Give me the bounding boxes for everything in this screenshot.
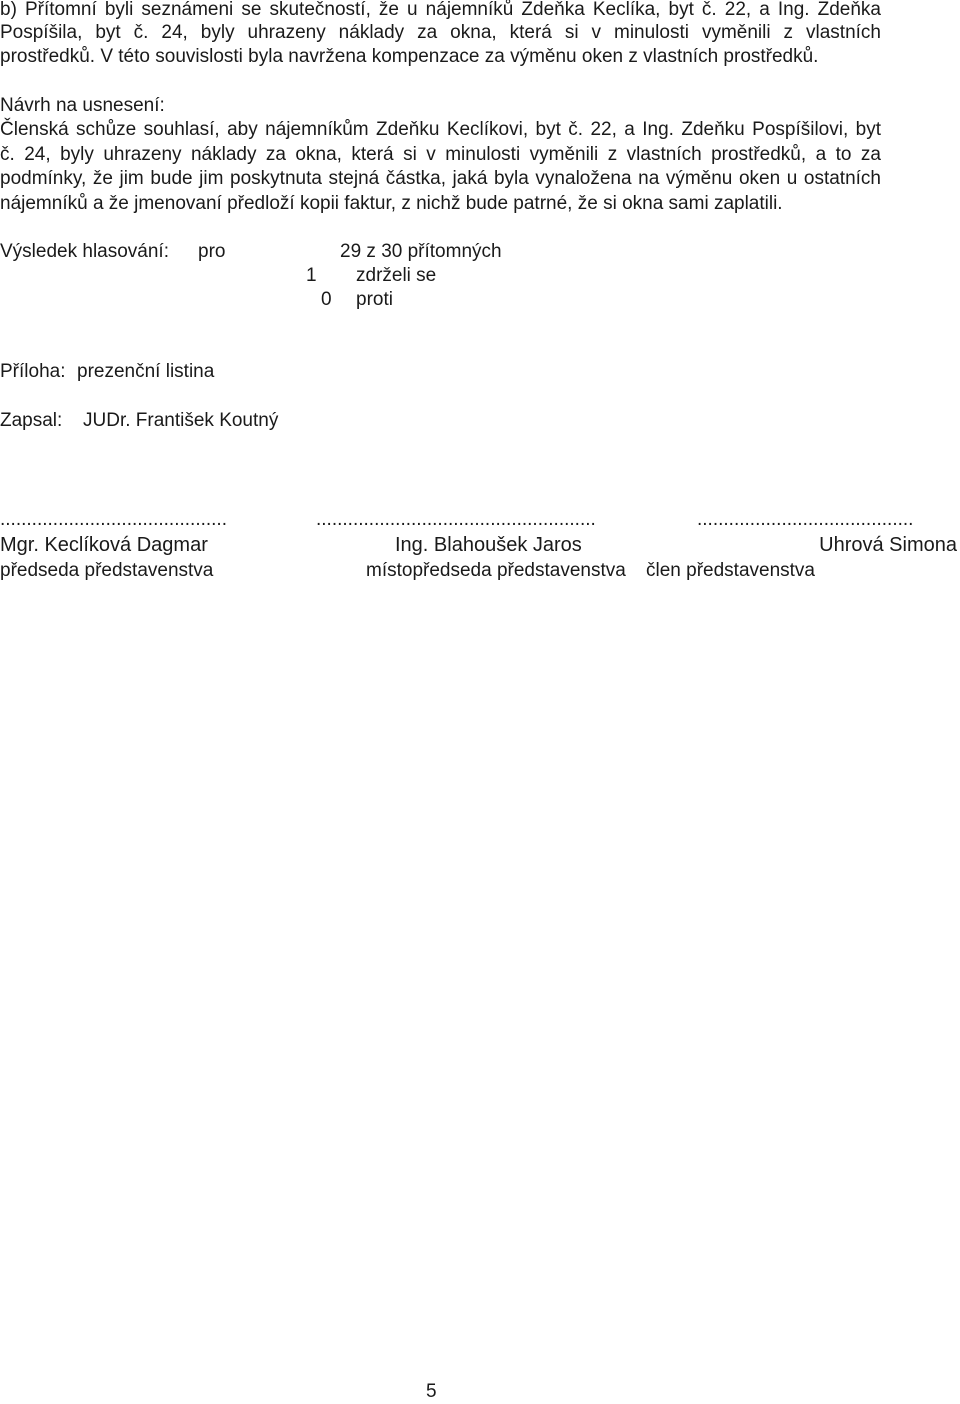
recorder-name: JUDr. František Koutný	[83, 410, 279, 431]
proposal-line-1: Členská schůze souhlasí, aby nájemníkům Zdeňku Keclíkovi, byt č. 22, a Ing. Zdeňku Pospíšilovi, byt	[0, 119, 881, 140]
intro-line-3: prostředků. V této souvislosti byla navržena kompenzace za výměnu oken z vlastních prostředků.	[0, 46, 819, 67]
attachment-label: Příloha:	[0, 361, 66, 382]
vote-abstain-text: zdrželi se	[356, 265, 437, 286]
vote-abstain-count: 1	[306, 265, 317, 286]
vote-pro-label: pro	[198, 241, 226, 262]
proposal-line-4: nájemníků a že jmenovaní předloží kopii faktur, z nichž bude patrné, že si okna sami zaplatili.	[0, 193, 783, 214]
signature-line-2: .....................................................	[316, 509, 596, 530]
vote-against-count: 0	[321, 289, 332, 310]
intro-line-1: b) Přítomní byli seznámeni se skutečností, že u nájemníků Zdeňka Keclíka, byt č. 22, a Ing. Zdeňka	[0, 0, 881, 20]
signature-role-1: předseda představenstva	[0, 560, 214, 581]
signature-line-1: ...........................................	[0, 509, 227, 530]
vote-pro-text: 29 z 30 přítomných	[340, 241, 502, 262]
signature-name-2: Ing. Blahoušek Jaros	[395, 534, 582, 556]
signature-role-3: člen představenstva	[646, 560, 815, 581]
proposal-heading: Návrh na usnesení:	[0, 95, 165, 116]
signature-role-2: místopředseda představenstva	[366, 560, 626, 581]
signature-line-3: .........................................	[697, 509, 914, 530]
page-number: 5	[426, 1381, 437, 1402]
vote-label: Výsledek hlasování:	[0, 241, 169, 262]
attachment-value: prezenční listina	[77, 361, 215, 382]
signature-name-3: Uhrová Simona	[819, 534, 957, 556]
recorder-label: Zapsal:	[0, 410, 63, 431]
proposal-line-3: podmínky, že jim bude jim poskytnuta stejná částka, jaká byla vynaložena na výměnu oken u ostatních	[0, 168, 881, 189]
proposal-line-2: č. 24, byly uhrazeny náklady za okna, která si v minulosti vyměnili z vlastních prostředků, a to za	[0, 144, 881, 165]
intro-line-2: Pospíšila, byt č. 24, byly uhrazeny náklady za okna, která si v minulosti vyměnili z vlastních	[0, 22, 881, 43]
vote-against-text: proti	[356, 289, 393, 310]
signature-name-1: Mgr. Keclíková Dagmar	[0, 534, 208, 556]
